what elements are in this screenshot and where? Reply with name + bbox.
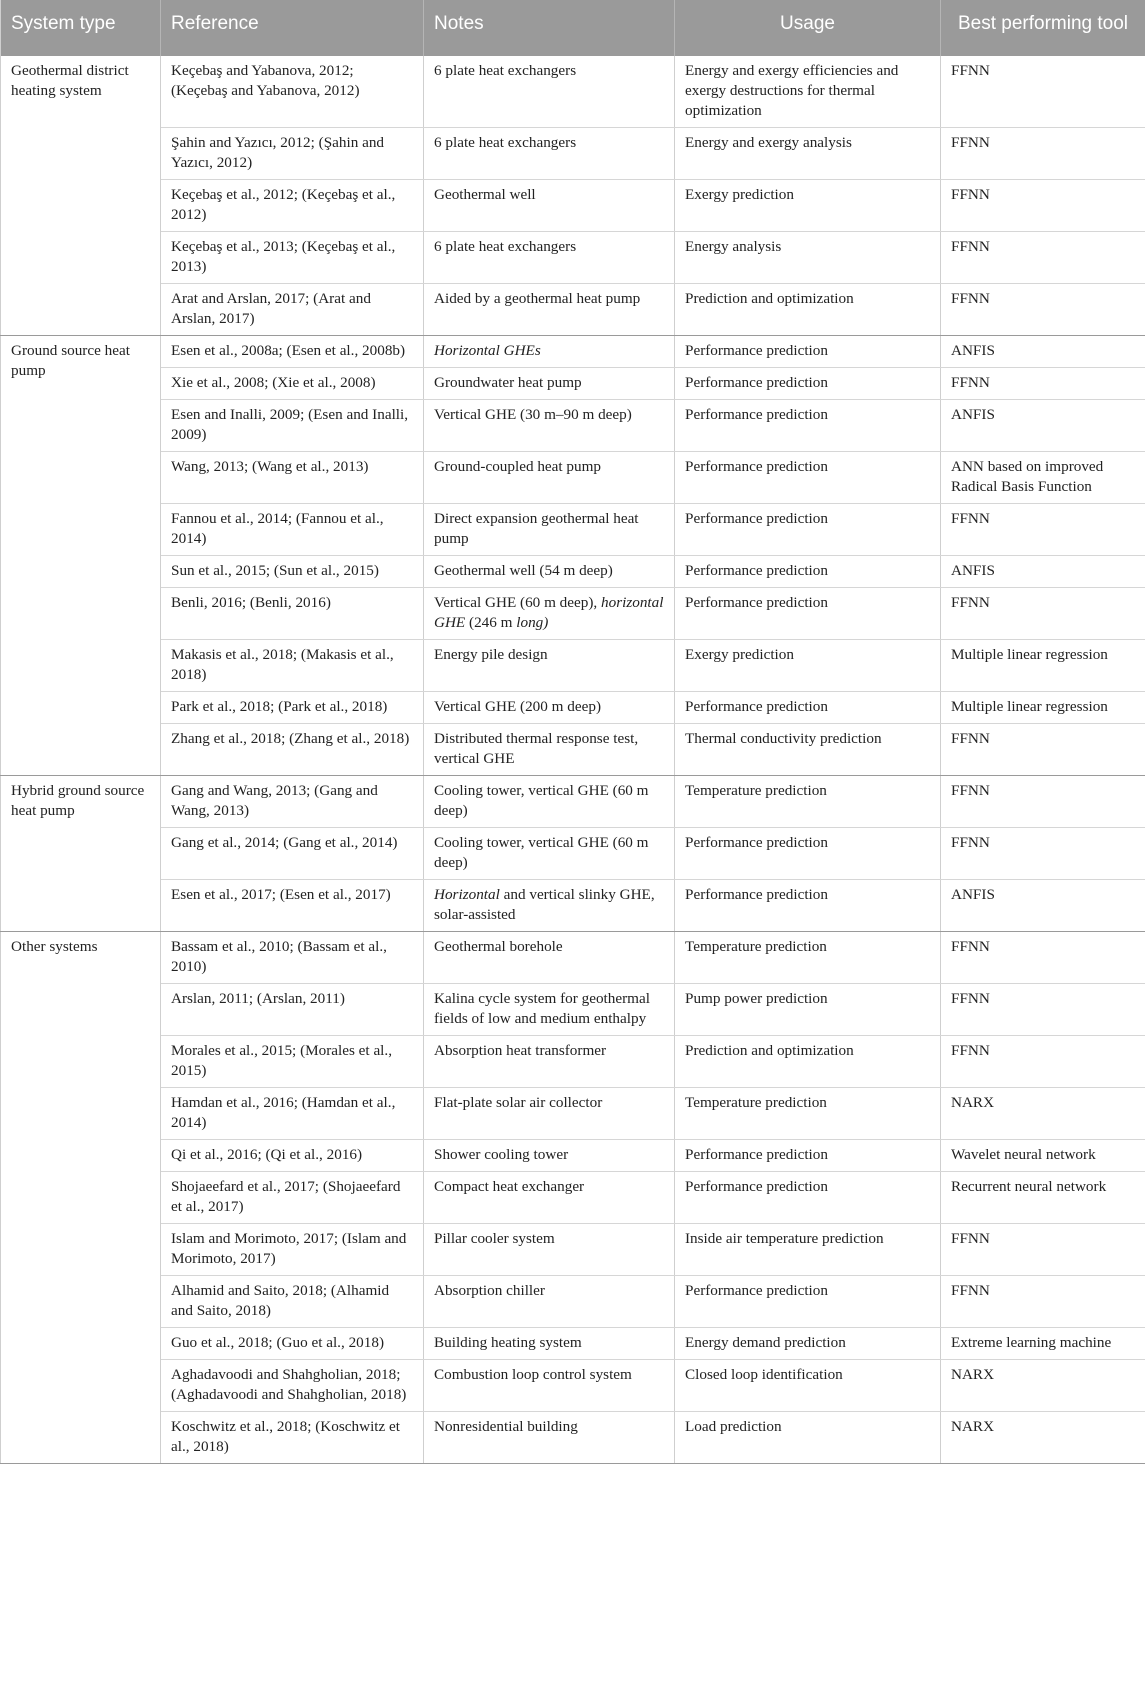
notes-cell: [424, 1412, 675, 1464]
notes-cell: [424, 1224, 675, 1276]
notes-text: Cooling tower, vertical GHE (60 m deep): [434, 834, 649, 871]
reference-cell: Sun et al., 2015; (Sun et al., 2015): [161, 556, 424, 588]
table-row: [1, 1360, 1145, 1412]
table-row: [1, 984, 1145, 1036]
notes-cell: [424, 368, 675, 400]
system-type-cell: Other systems: [1, 932, 161, 1464]
usage-cell: Performance prediction: [675, 880, 941, 932]
header-best-tool: Best performing tool: [941, 0, 1145, 56]
notes-cell: [424, 1360, 675, 1412]
table-row: [1, 336, 1145, 368]
notes-cell: [424, 1172, 675, 1224]
table-row: [1, 284, 1145, 336]
notes-text: Kalina cycle system for geothermal fields of low and medium enthalpy: [434, 990, 650, 1027]
usage-cell: Pump power prediction: [675, 984, 941, 1036]
system-type-cell: Hybrid ground source heat pump: [1, 776, 161, 932]
system-type-cell: Ground source heat pump: [1, 336, 161, 776]
table-row: [1, 776, 1145, 828]
notes-text: Combustion loop control system: [434, 1366, 632, 1383]
best-tool-cell: FFNN: [941, 128, 1145, 180]
notes-cell: [424, 828, 675, 880]
table-row: [1, 1140, 1145, 1172]
notes-cell: [424, 232, 675, 284]
table-row: [1, 400, 1145, 452]
table-row: [1, 588, 1145, 640]
reference-cell: Islam and Morimoto, 2017; (Islam and Morimoto, 2017): [161, 1224, 424, 1276]
notes-cell: [424, 336, 675, 368]
reference-cell: Fannou et al., 2014; (Fannou et al., 2014): [161, 504, 424, 556]
notes-text: 6 plate heat exchangers: [434, 62, 577, 79]
table-row: [1, 724, 1145, 776]
usage-cell: Exergy prediction: [675, 640, 941, 692]
table-row: [1, 828, 1145, 880]
table-row: [1, 368, 1145, 400]
notes-text: Building heating system: [434, 1334, 582, 1351]
table-row: [1, 1088, 1145, 1140]
notes-text: 6 plate heat exchangers: [434, 134, 577, 151]
notes-italic-text: horizontal GHE: [434, 594, 664, 631]
best-tool-cell: ANFIS: [941, 336, 1145, 368]
reference-cell: Arslan, 2011; (Arslan, 2011): [161, 984, 424, 1036]
usage-cell: Exergy prediction: [675, 180, 941, 232]
notes-cell: [424, 880, 675, 932]
reference-cell: Benli, 2016; (Benli, 2016): [161, 588, 424, 640]
best-tool-cell: NARX: [941, 1412, 1145, 1464]
best-tool-cell: FFNN: [941, 932, 1145, 984]
usage-cell: Load prediction: [675, 1412, 941, 1464]
table-row: [1, 640, 1145, 692]
best-tool-cell: Multiple linear regression: [941, 692, 1145, 724]
reference-cell: Zhang et al., 2018; (Zhang et al., 2018): [161, 724, 424, 776]
notes-text: Geothermal well: [434, 186, 536, 203]
notes-cell: [424, 128, 675, 180]
reference-cell: Wang, 2013; (Wang et al., 2013): [161, 452, 424, 504]
table-row: [1, 1276, 1145, 1328]
usage-cell: Energy and exergy analysis: [675, 128, 941, 180]
usage-cell: Energy demand prediction: [675, 1328, 941, 1360]
reference-cell: Şahin and Yazıcı, 2012; (Şahin and Yazıcı, 2012): [161, 128, 424, 180]
usage-cell: Temperature prediction: [675, 776, 941, 828]
notes-cell: [424, 1088, 675, 1140]
reference-cell: Keçebaş et al., 2013; (Keçebaş et al., 2013): [161, 232, 424, 284]
notes-cell: [424, 692, 675, 724]
notes-cell: [424, 984, 675, 1036]
usage-cell: Performance prediction: [675, 452, 941, 504]
reference-cell: Keçebaş et al., 2012; (Keçebaş et al., 2012): [161, 180, 424, 232]
reference-cell: Morales et al., 2015; (Morales et al., 2015): [161, 1036, 424, 1088]
notes-cell: [424, 1036, 675, 1088]
notes-text: Groundwater heat pump: [434, 374, 582, 391]
notes-cell: [424, 724, 675, 776]
notes-italic-text: Horizontal: [434, 886, 500, 903]
best-tool-cell: Multiple linear regression: [941, 640, 1145, 692]
reference-cell: Aghadavoodi and Shahgholian, 2018; (Aghadavoodi and Shahgholian, 2018): [161, 1360, 424, 1412]
notes-cell: [424, 776, 675, 828]
table-body: [1, 56, 1145, 1464]
usage-cell: Energy analysis: [675, 232, 941, 284]
table-row: [1, 1036, 1145, 1088]
notes-text: Cooling tower, vertical GHE (60 m deep): [434, 782, 649, 819]
table-row: [1, 180, 1145, 232]
best-tool-cell: FFNN: [941, 1224, 1145, 1276]
best-tool-cell: FFNN: [941, 828, 1145, 880]
notes-cell: [424, 56, 675, 128]
reference-cell: Xie et al., 2008; (Xie et al., 2008): [161, 368, 424, 400]
notes-text: Absorption chiller: [434, 1282, 545, 1299]
best-tool-cell: ANFIS: [941, 556, 1145, 588]
notes-text: 6 plate heat exchangers: [434, 238, 577, 255]
notes-text: Direct expansion geothermal heat pump: [434, 510, 639, 547]
reference-cell: Esen and Inalli, 2009; (Esen and Inalli, 2009): [161, 400, 424, 452]
best-tool-cell: Extreme learning machine: [941, 1328, 1145, 1360]
notes-cell: [424, 932, 675, 984]
notes-text: Vertical GHE (200 m deep): [434, 698, 602, 715]
best-tool-cell: FFNN: [941, 232, 1145, 284]
best-tool-cell: Wavelet neural network: [941, 1140, 1145, 1172]
table-row: [1, 1224, 1145, 1276]
notes-italic-text: long): [516, 614, 549, 631]
notes-cell: [424, 400, 675, 452]
system-type-cell: Geothermal district heating system: [1, 56, 161, 336]
reference-cell: Keçebaş and Yabanova, 2012; (Keçebaş and Yabanova, 2012): [161, 56, 424, 128]
reference-cell: Gang et al., 2014; (Gang et al., 2014): [161, 828, 424, 880]
usage-cell: Performance prediction: [675, 556, 941, 588]
reference-cell: Guo et al., 2018; (Guo et al., 2018): [161, 1328, 424, 1360]
table-row: [1, 504, 1145, 556]
table-row: [1, 556, 1145, 588]
best-tool-cell: Recurrent neural network: [941, 1172, 1145, 1224]
notes-cell: [424, 640, 675, 692]
notes-italic-text: Horizontal GHEs: [434, 342, 541, 359]
table-row: [1, 1412, 1145, 1464]
notes-text: Geothermal borehole: [434, 938, 563, 955]
usage-cell: Performance prediction: [675, 692, 941, 724]
usage-cell: Inside air temperature prediction: [675, 1224, 941, 1276]
usage-cell: Prediction and optimization: [675, 284, 941, 336]
best-tool-cell: FFNN: [941, 368, 1145, 400]
usage-cell: Performance prediction: [675, 1140, 941, 1172]
best-tool-cell: FFNN: [941, 1276, 1145, 1328]
best-tool-cell: FFNN: [941, 984, 1145, 1036]
notes-text: Compact heat exchanger: [434, 1178, 585, 1195]
usage-cell: Energy and exergy efficiencies and exergy destructions for thermal optimization: [675, 56, 941, 128]
best-tool-cell: FFNN: [941, 504, 1145, 556]
best-tool-cell: FFNN: [941, 1036, 1145, 1088]
usage-cell: Performance prediction: [675, 588, 941, 640]
notes-cell: [424, 1140, 675, 1172]
best-tool-cell: NARX: [941, 1088, 1145, 1140]
notes-text: Geothermal well (54 m deep): [434, 562, 613, 579]
usage-cell: Performance prediction: [675, 368, 941, 400]
notes-cell: [424, 284, 675, 336]
best-tool-cell: ANN based on improved Radical Basis Function: [941, 452, 1145, 504]
notes-text: Vertical GHE (60 m deep),: [434, 594, 602, 611]
reference-cell: Park et al., 2018; (Park et al., 2018): [161, 692, 424, 724]
best-tool-cell: FFNN: [941, 180, 1145, 232]
reference-cell: Koschwitz et al., 2018; (Koschwitz et al., 2018): [161, 1412, 424, 1464]
best-tool-cell: FFNN: [941, 776, 1145, 828]
usage-cell: Performance prediction: [675, 1276, 941, 1328]
header-reference: Reference: [161, 0, 424, 56]
notes-cell: [424, 180, 675, 232]
reference-cell: Esen et al., 2017; (Esen et al., 2017): [161, 880, 424, 932]
notes-text: Energy pile design: [434, 646, 548, 663]
usage-cell: Temperature prediction: [675, 932, 941, 984]
table-row: [1, 1328, 1145, 1360]
reference-cell: Gang and Wang, 2013; (Gang and Wang, 2013): [161, 776, 424, 828]
header-usage: Usage: [675, 0, 941, 56]
reference-cell: Qi et al., 2016; (Qi et al., 2016): [161, 1140, 424, 1172]
usage-cell: Performance prediction: [675, 1172, 941, 1224]
notes-text: Shower cooling tower: [434, 1146, 569, 1163]
notes-text: Ground-coupled heat pump: [434, 458, 602, 475]
notes-text: (246 m: [465, 614, 517, 631]
notes-cell: [424, 556, 675, 588]
best-tool-cell: ANFIS: [941, 880, 1145, 932]
best-tool-cell: FFNN: [941, 284, 1145, 336]
header-row: [1, 0, 1145, 56]
notes-cell: [424, 1276, 675, 1328]
notes-cell: [424, 452, 675, 504]
notes-text: Distributed thermal response test, vertical GHE: [434, 730, 639, 767]
reference-cell: Shojaeefard et al., 2017; (Shojaeefard et al., 2017): [161, 1172, 424, 1224]
notes-text: Aided by a geothermal heat pump: [434, 290, 641, 307]
best-tool-cell: NARX: [941, 1360, 1145, 1412]
notes-text: Nonresidential building: [434, 1418, 578, 1435]
table-row: [1, 932, 1145, 984]
reference-cell: Esen et al., 2008a; (Esen et al., 2008b): [161, 336, 424, 368]
notes-text: Absorption heat transformer: [434, 1042, 607, 1059]
usage-cell: Closed loop identification: [675, 1360, 941, 1412]
table-row: [1, 56, 1145, 128]
usage-cell: Performance prediction: [675, 504, 941, 556]
notes-text: Vertical GHE (30 m–90 m deep): [434, 406, 632, 423]
reference-cell: Hamdan et al., 2016; (Hamdan et al., 2014): [161, 1088, 424, 1140]
usage-cell: Performance prediction: [675, 400, 941, 452]
usage-cell: Prediction and optimization: [675, 1036, 941, 1088]
usage-cell: Temperature prediction: [675, 1088, 941, 1140]
table-row: [1, 1172, 1145, 1224]
notes-text: Flat-plate solar air collector: [434, 1094, 603, 1111]
table-row: [1, 692, 1145, 724]
usage-cell: Performance prediction: [675, 828, 941, 880]
notes-text: and vertical slinky GHE, solar-assisted: [434, 886, 655, 923]
usage-cell: Performance prediction: [675, 336, 941, 368]
best-tool-cell: ANFIS: [941, 400, 1145, 452]
best-tool-cell: FFNN: [941, 724, 1145, 776]
table-row: [1, 452, 1145, 504]
header-system-type: System type: [1, 0, 161, 56]
best-tool-cell: FFNN: [941, 56, 1145, 128]
table-row: [1, 880, 1145, 932]
notes-cell: [424, 588, 675, 640]
best-tool-cell: FFNN: [941, 588, 1145, 640]
table-row: [1, 128, 1145, 180]
reference-cell: Alhamid and Saito, 2018; (Alhamid and Saito, 2018): [161, 1276, 424, 1328]
reference-cell: Makasis et al., 2018; (Makasis et al., 2018): [161, 640, 424, 692]
notes-text: Pillar cooler system: [434, 1230, 555, 1247]
header-notes: Notes: [424, 0, 675, 56]
notes-cell: [424, 504, 675, 556]
table-row: [1, 232, 1145, 284]
reference-cell: Arat and Arslan, 2017; (Arat and Arslan, 2017): [161, 284, 424, 336]
reference-cell: Bassam et al., 2010; (Bassam et al., 2010): [161, 932, 424, 984]
notes-cell: [424, 1328, 675, 1360]
usage-cell: Thermal conductivity prediction: [675, 724, 941, 776]
